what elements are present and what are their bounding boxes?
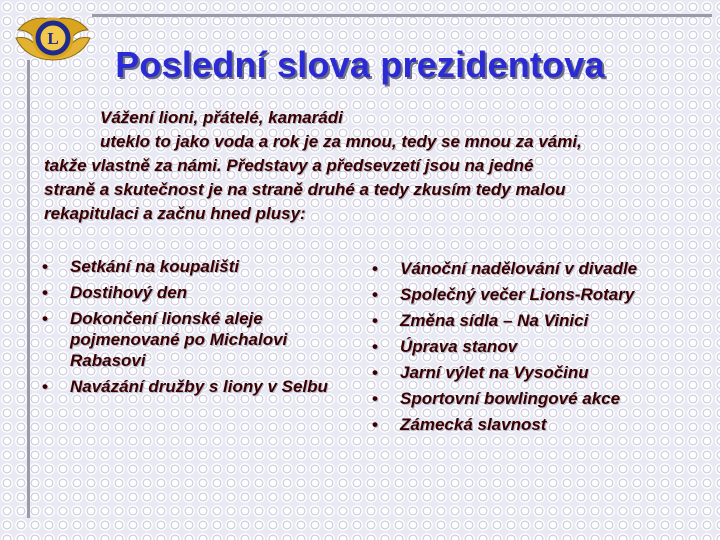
- list-item: [372, 362, 692, 383]
- achievements-list-left: [42, 256, 342, 402]
- list-item: [372, 336, 692, 357]
- achievements-list-right: [372, 258, 692, 440]
- bullet-icon: •: [372, 259, 378, 278]
- bullet-icon: •: [42, 377, 48, 396]
- bullet-icon: •: [372, 415, 378, 434]
- top-divider-line: [92, 14, 712, 17]
- list-item-text: Dokončení lionské aleje pojmenované po Michalovi Rabasovi: [70, 309, 288, 370]
- slide-title: Poslední slova prezidentova: [115, 44, 605, 85]
- list-item: [42, 308, 342, 371]
- left-divider-line: [27, 60, 30, 518]
- intro-line: straně a skutečnost je na straně druhé a tedy zkusím tedy malou: [44, 180, 566, 199]
- list-item: [372, 284, 692, 305]
- logo-letter: L: [47, 29, 59, 48]
- bullet-icon: •: [372, 285, 378, 304]
- list-item: [42, 282, 342, 303]
- bullet-icon: •: [372, 311, 378, 330]
- list-item-text: Změna sídla – Na Vinici: [400, 311, 589, 330]
- bullet-icon: •: [42, 257, 48, 276]
- intro-line: rekapitulaci a začnu hned plusy:: [44, 204, 306, 223]
- list-item-text: Setkání na koupališti: [70, 257, 240, 276]
- list-item-text: Dostihový den: [70, 283, 188, 302]
- list-item-text: Úprava stanov: [400, 337, 518, 356]
- bullet-icon: •: [42, 309, 48, 328]
- list-item-text: Společný večer Lions-Rotary: [400, 285, 635, 304]
- bullet-icon: •: [372, 337, 378, 356]
- bullet-icon: •: [372, 389, 378, 408]
- list-item-text: Sportovní bowlingové akce: [400, 389, 621, 408]
- list-item: [372, 310, 692, 331]
- intro-paragraph: [44, 106, 684, 226]
- list-item-text: Jarní výlet na Vysočinu: [400, 363, 589, 382]
- list-item: [42, 256, 342, 277]
- intro-line: uteklo to jako voda a rok je za mnou, tedy se mnou za vámi,: [100, 132, 582, 151]
- intro-line: Vážení lioni, přátelé, kamarádi: [100, 108, 343, 127]
- list-item: [42, 376, 342, 397]
- list-item-text: Zámecká slavnost: [400, 415, 547, 434]
- list-item-text: Vánoční nadělování v divadle: [400, 259, 638, 278]
- list-item: [372, 388, 692, 409]
- list-item: [372, 414, 692, 435]
- intro-line: takže vlastně za námi. Představy a předsevzetí jsou na jedné: [44, 156, 534, 175]
- list-item: [372, 258, 692, 279]
- bullet-icon: •: [372, 363, 378, 382]
- bullet-icon: •: [42, 283, 48, 302]
- list-item-text: Navázání družby s liony v Selbu: [70, 377, 328, 396]
